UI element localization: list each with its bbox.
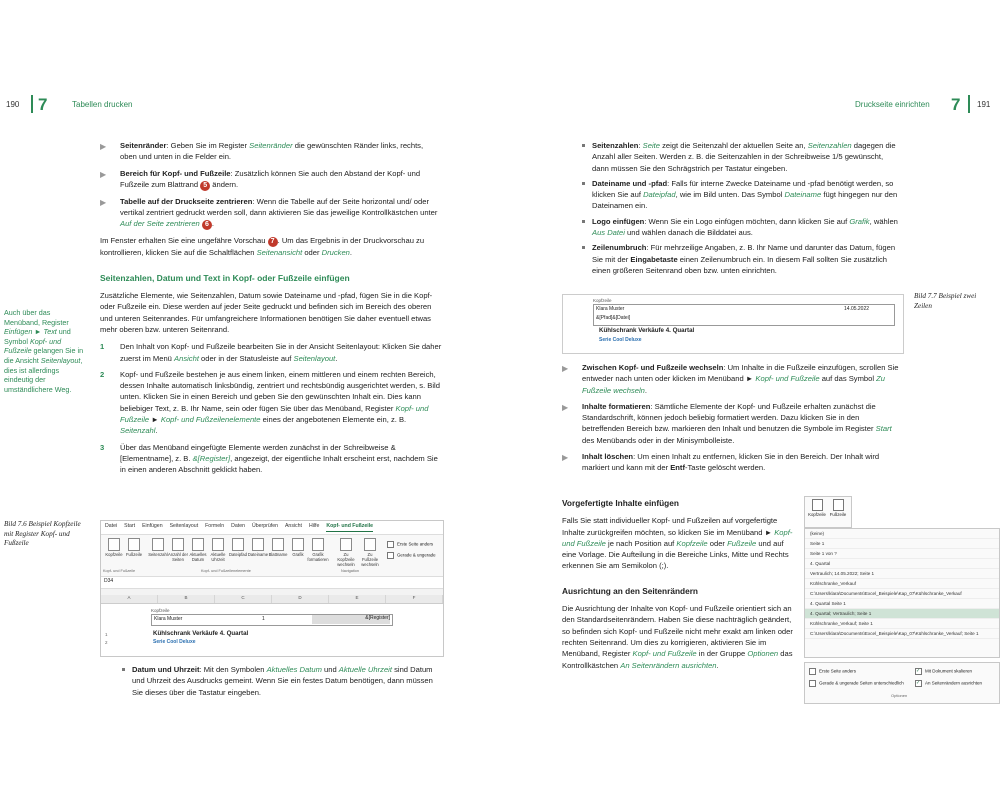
bullet-format: ▶ Inhalte formatieren: Sämtliche Elemente der Kopf- und Fußzeile erhalten zunächst die Standardschrift, können jedoch beliebig formatiert werden. Dazu klicken Sie in den betreffenden Bereich bzw. markieren den Inhalt und benutzen die Symbole im Register Start des Menübands oder in der Minisymbolleiste. xyxy=(562,401,892,445)
bullet-line-break: Zeilenumbruch: Für mehrzeilige Angaben, z. B. Ihr Name und darunter das Datum, fügen Sie mit der Eingabetaste einen Zeilenumbruch ein. In diesem Fall sollten Sie zusätzlich einen größeren Seitenrand oben bzw. unten einrichten. xyxy=(580,242,902,276)
option-odd-even[interactable]: Gerade & ungerade Seiten unterschiedlich xyxy=(809,680,904,687)
bullet-delete: ▶ Inhalt löschen: Um einen Inhalt zu entfernen, klicken Sie in den Bereich. Der Inhalt wird markiert und kann mit der Entf-Taste gelöscht werden. xyxy=(562,452,880,473)
figure-caption-7-6: Bild 7.6 Beispiel Kopfzeile mit Register Kopf- und Fußzeile xyxy=(4,520,81,548)
option-first-page[interactable]: Erste Seite anders xyxy=(809,668,856,675)
section-title-right: Druckseite einrichten xyxy=(855,100,930,109)
margin-note: Auch über das Menüband, Register Einfügen ► Text und Symbol Kopf- und Fußzeile gelangen Sie in die Ansicht Seitenlayout, dies ist allerdings eindeutig der umständlichere Weg. xyxy=(4,308,84,394)
chapter-number-right: 7 xyxy=(951,95,961,114)
left-column xyxy=(100,140,442,481)
column-headers: A B C D E F xyxy=(101,595,443,604)
align-paragraph: Die Ausrichtung der Inhalte von Kopf- und Fußzeile orientiert sich an den Standardseitenrändern. Haben Sie diese nachträglich geändert, so befinden sich Kopf- und Fußzeile nicht mehr exakt am linken oder rechten Seitenrand. Um dies zu korrigieren, aktivieren Sie im Menüband, Register Kopf- und Fußzeile in der Gruppe Optionen das Kontrollkästchen An Seitenrändern ausrichten. xyxy=(562,604,793,670)
footer-button[interactable]: Fußzeile xyxy=(123,538,145,557)
format-picture-button[interactable]: Grafik formatieren xyxy=(307,538,329,562)
section-intro: Zusätzliche Elemente, wie Seitenzahlen, Datum sowie Dateiname und -pfad, fügen Sie in die Kopf- oder Fußzeile ein. Diese werden auf jeder Seite gedruckt und befinden sich im Bereich des oberen und unteren Seitenrandes. Für umfangreichere Informationen benötigen Sie daher eventuell etwas mehr oberen bzw. unteren Seitenrand. xyxy=(100,291,433,334)
footer-icon xyxy=(833,499,844,511)
row-number: 2 xyxy=(105,640,108,645)
option-odd-even[interactable]: Gerade & ungerade xyxy=(387,552,436,559)
clock-icon xyxy=(212,538,224,551)
list-item[interactable]: C:\Users\klara\Documents\Excel_Beispiele\Kap_07\Kühlschranke_Verkauf; Seite 1 xyxy=(805,629,999,639)
tab-insert[interactable]: Einfügen xyxy=(142,523,163,529)
tab-formulas[interactable]: Formeln xyxy=(205,523,225,529)
group-label: Optionen xyxy=(891,693,908,698)
header-icon xyxy=(108,538,120,551)
tab-page-layout[interactable]: Seitenlayout xyxy=(169,523,199,529)
callout-badge: 5 xyxy=(200,181,210,191)
bullet-date-time: Datum und Uhrzeit: Mit den Symbolen Aktuelles Datum und Aktuelle Uhrzeit sind Datum und Uhrzeit des Ausdrucks gemeint. Wenn Sie ein festes Datum benötigen, dann müssen Sie dieses über die Tastatur eingeben. xyxy=(120,664,442,702)
picture-icon xyxy=(292,538,304,551)
footer-button[interactable]: Fußzeile xyxy=(829,499,847,517)
goto-header-button[interactable]: Zu Kopfzeile wechseln xyxy=(335,538,357,567)
section-heading: Seitenzahlen, Datum und Text in Kopf- oder Fußzeile einfügen xyxy=(100,272,350,283)
triangle-bullet-icon: ▶ xyxy=(100,169,107,179)
group-label: Kopf- und Fußzeile xyxy=(103,569,136,573)
header-label: Kopfzeile xyxy=(593,298,612,303)
group-label: Navigation xyxy=(341,569,359,573)
goto-header-icon xyxy=(340,538,352,551)
row-number: 1 xyxy=(105,632,108,637)
page-number-right: 191 xyxy=(977,100,991,109)
triangle-bullet-icon: ▶ xyxy=(562,402,569,412)
ribbon xyxy=(101,534,443,577)
step-1: 1 Den Inhalt von Kopf- und Fußzeile bearbeiten Sie in der Ansicht Seitenlayout: Klicken Sie daher zuerst im Menü Ansicht oder in der Statusleiste auf Seitenlayout. xyxy=(100,342,442,363)
step-2: 2 Kopf- und Fußzeile bestehen je aus einem linken, einem mittleren und einem rechten Bereich, dessen Inhalte automatisch linksbündig, zentriert und rechtsbündig ausgerichtet werden, s. Bild unten. Klicken Sie in einen Bereich und geben Sie den gewünschten Inhalt ein. Dies kann beliebiger Text, z. B. Ihr Name, sein oder fügen Sie über das Menüband, Register Kopf- und Fußzeile ► Kopf- und Fußzeilenelemente eines der angebotenen Elemente ein, z. B. Seitenzahl. xyxy=(100,369,440,436)
triangle-bullet-icon: ▶ xyxy=(562,364,569,373)
file-name-button[interactable]: Dateiname xyxy=(247,538,269,557)
header-area[interactable]: Klara Muster &[Pfad]&[Datei] 14.05.2022 xyxy=(593,304,895,326)
goto-footer-icon xyxy=(364,538,376,551)
right-column-top xyxy=(580,140,902,280)
picture-button[interactable]: Grafik xyxy=(287,538,309,557)
worksheet-area xyxy=(101,604,443,657)
goto-footer-button[interactable]: Zu Fußzeile wechseln xyxy=(359,538,381,567)
tab-view[interactable]: Ansicht xyxy=(284,523,302,529)
prefab-heading: Vorgefertigte Inhalte einfügen xyxy=(562,498,679,508)
header-template-list xyxy=(804,528,1000,658)
header-dropdown-figure xyxy=(804,496,998,706)
tab-header-footer[interactable]: Kopf- und Fußzeile xyxy=(326,523,373,532)
option-scale-with-doc[interactable]: ✓ Mit Dokument skalieren xyxy=(915,668,972,675)
bullet-logo: Logo einfügen: Wenn Sie ein Logo einfügen möchten, dann klicken Sie auf Grafik, wählen Aus Datei und wählen danach die Bilddatei aus. xyxy=(580,216,902,239)
current-time-button[interactable]: Aktuelle Uhrzeit xyxy=(207,538,229,562)
sheet-title: Kühlschrank Verkäufe 4. Quartal xyxy=(599,327,695,334)
chapter-title: Tabellen drucken xyxy=(72,100,133,109)
right-column-bottom xyxy=(562,498,794,671)
triangle-bullet-icon: ▶ xyxy=(100,197,107,207)
header-button[interactable]: Kopfzeile xyxy=(103,538,125,557)
triangle-bullet-icon: ▶ xyxy=(562,453,569,463)
page-number-button[interactable]: Seitenzahl xyxy=(147,538,169,557)
sheet-subtitle: Serie Cool Deluxe xyxy=(599,337,642,343)
align-heading: Ausrichtung an den Seitenrändern xyxy=(562,585,698,596)
header-icon xyxy=(812,499,823,511)
header-area[interactable]: Klara Muster 1 &[Register] xyxy=(151,614,393,626)
tab-data[interactable]: Daten xyxy=(231,523,246,529)
callout-badge: 6 xyxy=(202,220,212,230)
sheet-title: Kühlschrank Verkäufe 4. Quartal xyxy=(153,630,249,637)
option-first-page[interactable]: Erste Seite anders xyxy=(387,541,433,548)
tab-file[interactable]: Datei xyxy=(105,523,118,529)
prefab-paragraph: Falls Sie statt individueller Kopf- und Fußzeilen auf vorgefertigte Inhalte zurückgreifen möchten, so klicken Sie im Menüband ► Kopf- und Fußzeile je nach Position auf Kopfzeile oder Fußzeile und auf eine Vorlage. Die Aufteilung in die Bereiche Links, Mitte und Rechts erkennen Sie am Semikolon (;). xyxy=(562,516,793,571)
group-label: Kopf- und Fußzeilenelemente xyxy=(201,569,251,573)
list-item-selected[interactable]: 4. Quartal; Vertraulich; Seite 1 xyxy=(805,609,999,619)
tab-review[interactable]: Überprüfen xyxy=(252,523,278,529)
file-path-button[interactable]: Dateipfad xyxy=(227,538,249,557)
bullet-center-table: ▶ Tabelle auf der Druckseite zentrieren: Wenn die Tabelle auf der Seite horizontal und/ oder vertikal zentriert gedruckt werden soll, dann aktivieren Sie das jeweilige Kontrollkästchen unter Auf der Seite zentrieren 6 . xyxy=(100,196,438,229)
step-3: 3 Über das Menüband eingefügte Elemente werden zunächst in der Schreibweise &[Elementname], z. B. &[Register], angezeigt, der eigentliche Inhalt erscheint erst, nachdem Sie in einen anderen Abschnitt geklickt haben. xyxy=(100,442,438,475)
bullet-file-path: Dateiname und -pfad: Falls für interne Zwecke Dateiname und -pfad benötigt werden, so klicken Sie auf Dateipfad, wie im Bild unten. Das Symbol Dateiname fügt hingegen nur den Dateinamen ein. xyxy=(580,178,902,212)
list-item[interactable]: 4. Quartal Seite 1 xyxy=(805,599,999,609)
sheet-icon xyxy=(272,538,284,551)
option-align-margins[interactable]: ✓ An Seitenrändern ausrichten xyxy=(915,680,982,687)
figure-7-6-excel xyxy=(100,520,444,657)
bullet-switch: ▶ Zwischen Kopf- und Fußzeile wechseln: Um Inhalte in die Fußzeile einzufügen, scrollen Sie entweder nach unten oder klicken im Menüband ► Kopf- und Fußzeile auf das Symbol Zu Fußzeile wechseln. xyxy=(562,363,899,395)
preview-paragraph: Im Fenster erhalten Sie eine ungefähre Vorschau 7 . Um das Ergebnis in der Druckvorschau zu kontrollieren, klicken Sie auf die Schaltflächen Seitenansicht oder Drucken. xyxy=(100,236,425,258)
header-button[interactable]: Kopfzeile xyxy=(808,499,826,517)
tab-help[interactable]: Hilfe xyxy=(308,523,320,529)
format-picture-icon xyxy=(312,538,324,551)
callout-badge: 7 xyxy=(268,237,278,247)
chapter-number-left: 7 xyxy=(38,95,48,114)
header-footer-buttons xyxy=(804,496,852,528)
list-item[interactable]: 4. Quartal xyxy=(805,559,999,569)
sheet-name-button[interactable]: Blattname xyxy=(267,538,289,557)
list-item[interactable]: Kühlschranke_Verkauf; Seite 1 xyxy=(805,619,999,629)
bullet-page-numbers: Seitenzahlen: Seite zeigt die Seitenzahl der aktuellen Seite an, Seitenzahlen dagegen die Anzahl aller Seiten. Werden z. B. die Seitenzahlen in der Schreibweise 1/5 gewünscht, dann müssen Sie den Schrägstrich per Tastatur eingeben. xyxy=(580,140,902,174)
list-item[interactable]: Vertraulich; 14.05.2022; Seite 1 xyxy=(805,569,999,579)
folder-icon xyxy=(232,538,244,551)
list-item[interactable]: C:\Users\klara\Documents\Excel_Beispiele\Kap_07\Kühlschranke_Verkauf xyxy=(805,589,999,599)
current-date-button[interactable]: Aktuelles Datum xyxy=(187,538,209,562)
figure-7-7 xyxy=(562,294,904,354)
tab-start[interactable]: Start xyxy=(124,523,136,529)
footer-icon xyxy=(128,538,140,551)
options-group xyxy=(804,662,1000,704)
header-divider xyxy=(968,95,970,113)
list-item[interactable]: (keine) xyxy=(805,529,999,539)
list-item[interactable]: Seite 1 von ? xyxy=(805,549,999,559)
bullet-margins: ▶ Seitenränder: Geben Sie im Register Seitenränder die gewünschten Ränder links, rechts, oben und unten in die Felder ein. xyxy=(100,141,424,162)
calendar-icon xyxy=(192,538,204,551)
name-box[interactable]: D34 xyxy=(104,578,114,584)
figure-caption-7-7: Bild 7.7 Beispiel zwei Zeilen xyxy=(914,292,977,310)
right-column-mid xyxy=(562,362,902,479)
page-count-button[interactable]: Anzahl der Seiten xyxy=(167,538,189,562)
excel-file-icon xyxy=(252,538,264,551)
formula-bar xyxy=(101,577,443,589)
page-number-left: 190 xyxy=(6,100,20,109)
page-count-icon xyxy=(172,538,184,551)
header-label: Kopfzeile xyxy=(151,608,170,613)
list-item[interactable]: Kühlschranke_Verkauf xyxy=(805,579,999,589)
triangle-bullet-icon: ▶ xyxy=(100,142,107,151)
ribbon-tabs xyxy=(101,521,443,534)
page-number-icon xyxy=(152,538,164,551)
bullet-header-area: ▶ Bereich für Kopf- und Fußzeile: Zusätzlich können Sie auch den Abstand der Kopf- und Fußzeile zum Blattrand 5 ändern. xyxy=(100,168,421,189)
list-item[interactable]: Seite 1 xyxy=(805,539,999,549)
sheet-subtitle: Serie Cool Deluxe xyxy=(153,639,196,645)
header-divider xyxy=(31,95,33,113)
